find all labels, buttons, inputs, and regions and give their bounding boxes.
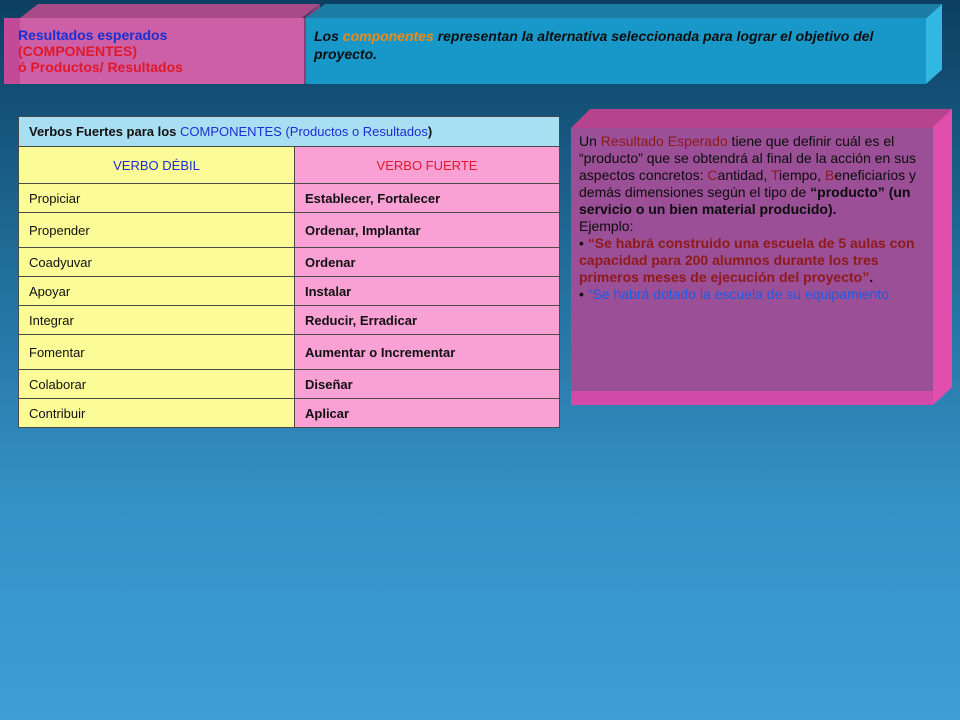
header-weak-verb: VERBO DÉBIL xyxy=(19,147,295,184)
definition-part1: Los xyxy=(314,28,343,44)
tiempo-rest: iempo, xyxy=(779,167,825,183)
weak-verb-cell: Integrar xyxy=(19,306,295,335)
purple-box-side-face xyxy=(933,109,952,405)
weak-verb-cell: Propender xyxy=(19,213,295,248)
example-label: Ejemplo: xyxy=(579,218,634,234)
pink-box-top-face xyxy=(20,4,320,18)
table-row xyxy=(19,213,560,248)
definition-highlight: componentes xyxy=(342,28,434,44)
definition-part2: representan la alternativa seleccionada para lograr el objetivo del proyecto. xyxy=(314,28,874,62)
strong-verb-cell: Diseñar xyxy=(295,370,560,399)
bullet1-end: . xyxy=(869,269,874,285)
purple-box-bottom-face xyxy=(571,391,933,405)
strong-verb-cell: Ordenar xyxy=(295,248,560,277)
table-header-row xyxy=(19,147,560,184)
weak-verb-cell: Fomentar xyxy=(19,335,295,370)
table-row xyxy=(19,184,560,213)
table-title xyxy=(19,117,560,147)
end-dot: . xyxy=(832,201,837,217)
expected-result-text xyxy=(579,133,924,303)
product-definition-bold: “producto” (un servicio o un bien material producido) xyxy=(579,184,911,217)
bullet1-text: “Se habrá construido una escuela de 5 aulas con capacidad para 200 alumnos durante los tres primeros meses de ejecución del proyecto” xyxy=(579,235,915,285)
weak-verb-cell: Propiciar xyxy=(19,184,295,213)
letter-t: T xyxy=(771,167,780,183)
bullet-mark: • xyxy=(579,235,588,251)
verbs-table xyxy=(18,116,560,428)
expected-result-paragraph xyxy=(579,133,924,218)
table-title-prefix: Verbos Fuertes para los xyxy=(29,124,181,139)
table-row xyxy=(19,399,560,428)
bullet2-text: “Se habrá dotado la escuela de su equipamiento xyxy=(587,286,890,302)
strong-verb-cell: Reducir, Erradicar xyxy=(295,306,560,335)
results-title-text xyxy=(18,27,303,75)
strong-verb-cell: Instalar xyxy=(295,277,560,306)
table-title-row xyxy=(19,117,560,147)
weak-verb-cell: Coadyuvar xyxy=(19,248,295,277)
beneficiarios-rest: eneficiarios y demás dimensiones según el tipo de xyxy=(579,167,917,200)
strong-verb-cell: Ordenar, Implantar xyxy=(295,213,560,248)
weak-verb-cell: Colaborar xyxy=(19,370,295,399)
example-bullet-2 xyxy=(579,286,924,303)
components-definition-text xyxy=(314,27,914,63)
cantidad-rest: antidad, xyxy=(717,167,771,183)
blue-box-top-face xyxy=(306,4,942,18)
strong-verb-cell: Aumentar o Incrementar xyxy=(295,335,560,370)
results-title-line3: ó Productos/ Resultados xyxy=(18,59,183,75)
strong-verb-cell: Aplicar xyxy=(295,399,560,428)
table-title-suffix: ) xyxy=(427,124,433,139)
table-row xyxy=(19,277,560,306)
purple-box-top-face xyxy=(571,109,952,128)
example-bullet-1 xyxy=(579,235,924,286)
table-row xyxy=(19,248,560,277)
table-row xyxy=(19,370,560,399)
weak-verb-cell: Apoyar xyxy=(19,277,295,306)
blue-box-side-face xyxy=(926,4,942,84)
table-row xyxy=(19,306,560,335)
bullet-mark: • xyxy=(579,286,588,302)
letter-b: B xyxy=(824,167,835,183)
results-title-line2: (COMPONENTES) xyxy=(18,43,137,59)
strong-verb-cell: Establecer, Fortalecer xyxy=(295,184,560,213)
table-title-highlight: COMPONENTES (Productos o Resultados xyxy=(180,124,428,139)
header-strong-verb: VERBO FUERTE xyxy=(295,147,560,184)
letter-c: C xyxy=(707,167,718,183)
weak-verb-cell: Contribuir xyxy=(19,399,295,428)
intro-part1: Un xyxy=(579,133,601,149)
results-title-line1: Resultados esperados xyxy=(18,27,168,43)
intro-highlight: Resultado Esperado xyxy=(600,133,728,149)
intro-part2: tiene que definir cuál es el “producto” que se obtendrá al final de la acción en sus aspectos concretos: xyxy=(579,133,916,183)
table-row xyxy=(19,335,560,370)
